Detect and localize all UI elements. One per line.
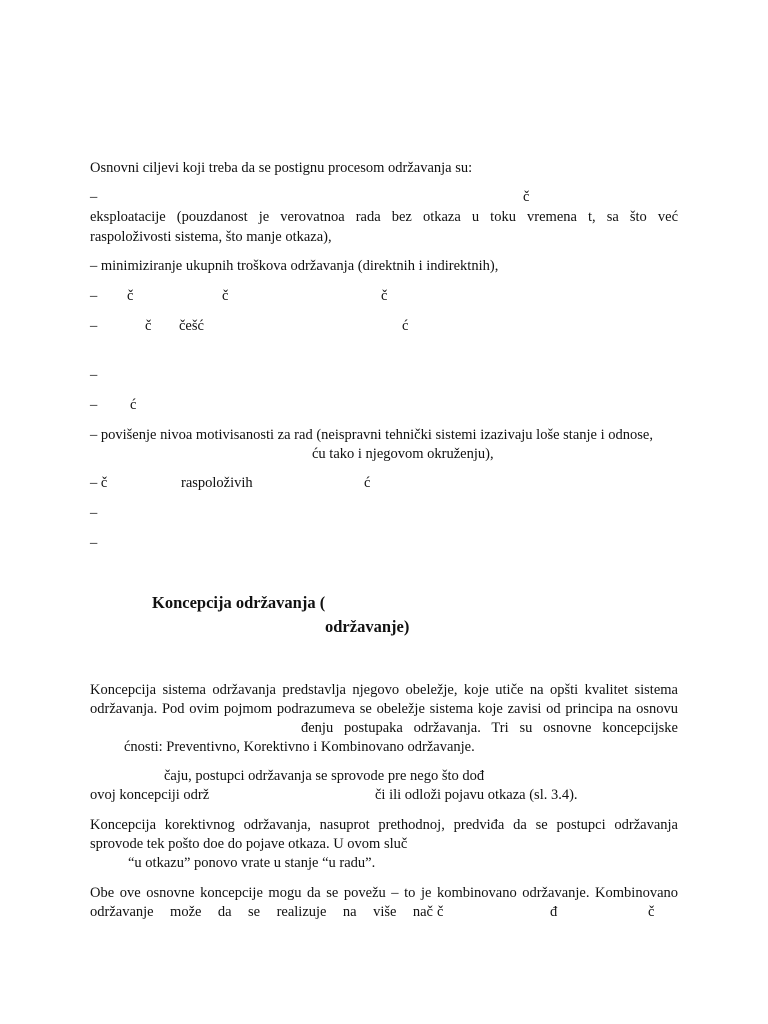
para4-fragment-1: č bbox=[437, 904, 444, 920]
para4-line1: Obe ove osnovne koncepcije mogu da se povežu – to je kombinovano održavanje. Kombinovano bbox=[90, 885, 678, 901]
goal1-dash: – bbox=[90, 189, 98, 205]
para3-line1: Koncepcija korektivnog održavanja, nasuprot prethodnoj, predviđa da se postupci održavanja bbox=[90, 817, 678, 833]
goal10-dash: – bbox=[90, 535, 98, 551]
para4-line2: održavanje može da se realizuje na više nač bbox=[90, 904, 433, 920]
para2-line2-right: či ili odloži pojavu otkaza (sl. 3.4). bbox=[375, 787, 578, 803]
para2-line2-left: ovoj koncepciji održ bbox=[90, 787, 210, 803]
para1-line1: Koncepcija sistema održavanja predstavlja njegovo obeležje, koje utiče na opšti kvalitet sistema bbox=[90, 682, 678, 698]
goal8-fragment-2: ć bbox=[364, 475, 371, 491]
goal3-fragment-1: č bbox=[127, 288, 134, 304]
goal7-line1: – povišenje nivoa motivisanosti za rad (neispravni tehnički sistemi izazivaju loše stanje i odnose, bbox=[90, 427, 653, 443]
para4-fragment-3: č bbox=[648, 904, 655, 920]
goal6-dash: – bbox=[90, 397, 98, 413]
goal1-line2: eksploatacije (pouzdanost je verovatnoa rada bez otkaza u toku vremena t, sa što već bbox=[90, 209, 678, 225]
intro-text: Osnovni ciljevi koji treba da se postignu procesom održavanja su: bbox=[90, 160, 473, 176]
goal8-fragment-1: raspoloživih bbox=[181, 475, 253, 491]
goal1-line3: raspoloživosti sistema, što manje otkaza), bbox=[90, 229, 332, 245]
goal4-dash: – bbox=[90, 318, 98, 334]
goal5-dash: – bbox=[90, 367, 98, 383]
section-heading-line1: Koncepcija održavanja ( bbox=[152, 593, 326, 612]
goal3-dash: – bbox=[90, 288, 98, 304]
para4-fragment-2: đ bbox=[550, 904, 558, 920]
para2-line1: čaju, postupci održavanja se sprovode pre nego što dođ bbox=[164, 768, 485, 784]
para1-line3: đenju postupaka održavanja. Tri su osnovne koncepcijske bbox=[301, 720, 678, 736]
para3-line2: sprovode tek pošto doe do pojave otkaza. U ovom sluč bbox=[90, 836, 408, 852]
goal4-fragment-1: č bbox=[145, 318, 152, 334]
goal2-text: – minimiziranje ukupnih troškova održavanja (direktnih i indirektnih), bbox=[90, 258, 499, 274]
para1-line4: ćnosti: Preventivno, Korektivno i Kombinovano održavanje. bbox=[124, 739, 475, 755]
goal7-line2: ću tako i njegovom okruženju), bbox=[312, 446, 494, 462]
goal4-fragment-2: češć bbox=[179, 318, 204, 334]
goal3-fragment-2: č bbox=[222, 288, 229, 304]
para1-line2: održavanja. Pod ovim pojmom podrazumeva se obeležje sistema koje zavisi od principa na osnovu bbox=[90, 701, 678, 717]
section-heading-line2: održavanje) bbox=[325, 617, 410, 636]
goal1-fragment: č bbox=[523, 189, 530, 205]
para3-line3: “u otkazu” ponovo vrate u stanje “u radu”. bbox=[128, 855, 376, 871]
goal6-fragment-1: ć bbox=[130, 397, 137, 413]
goal4-fragment-3: ć bbox=[402, 318, 409, 334]
goal9-dash: – bbox=[90, 505, 98, 521]
goal3-fragment-3: č bbox=[381, 288, 388, 304]
goal8-dash: – č bbox=[90, 475, 108, 491]
